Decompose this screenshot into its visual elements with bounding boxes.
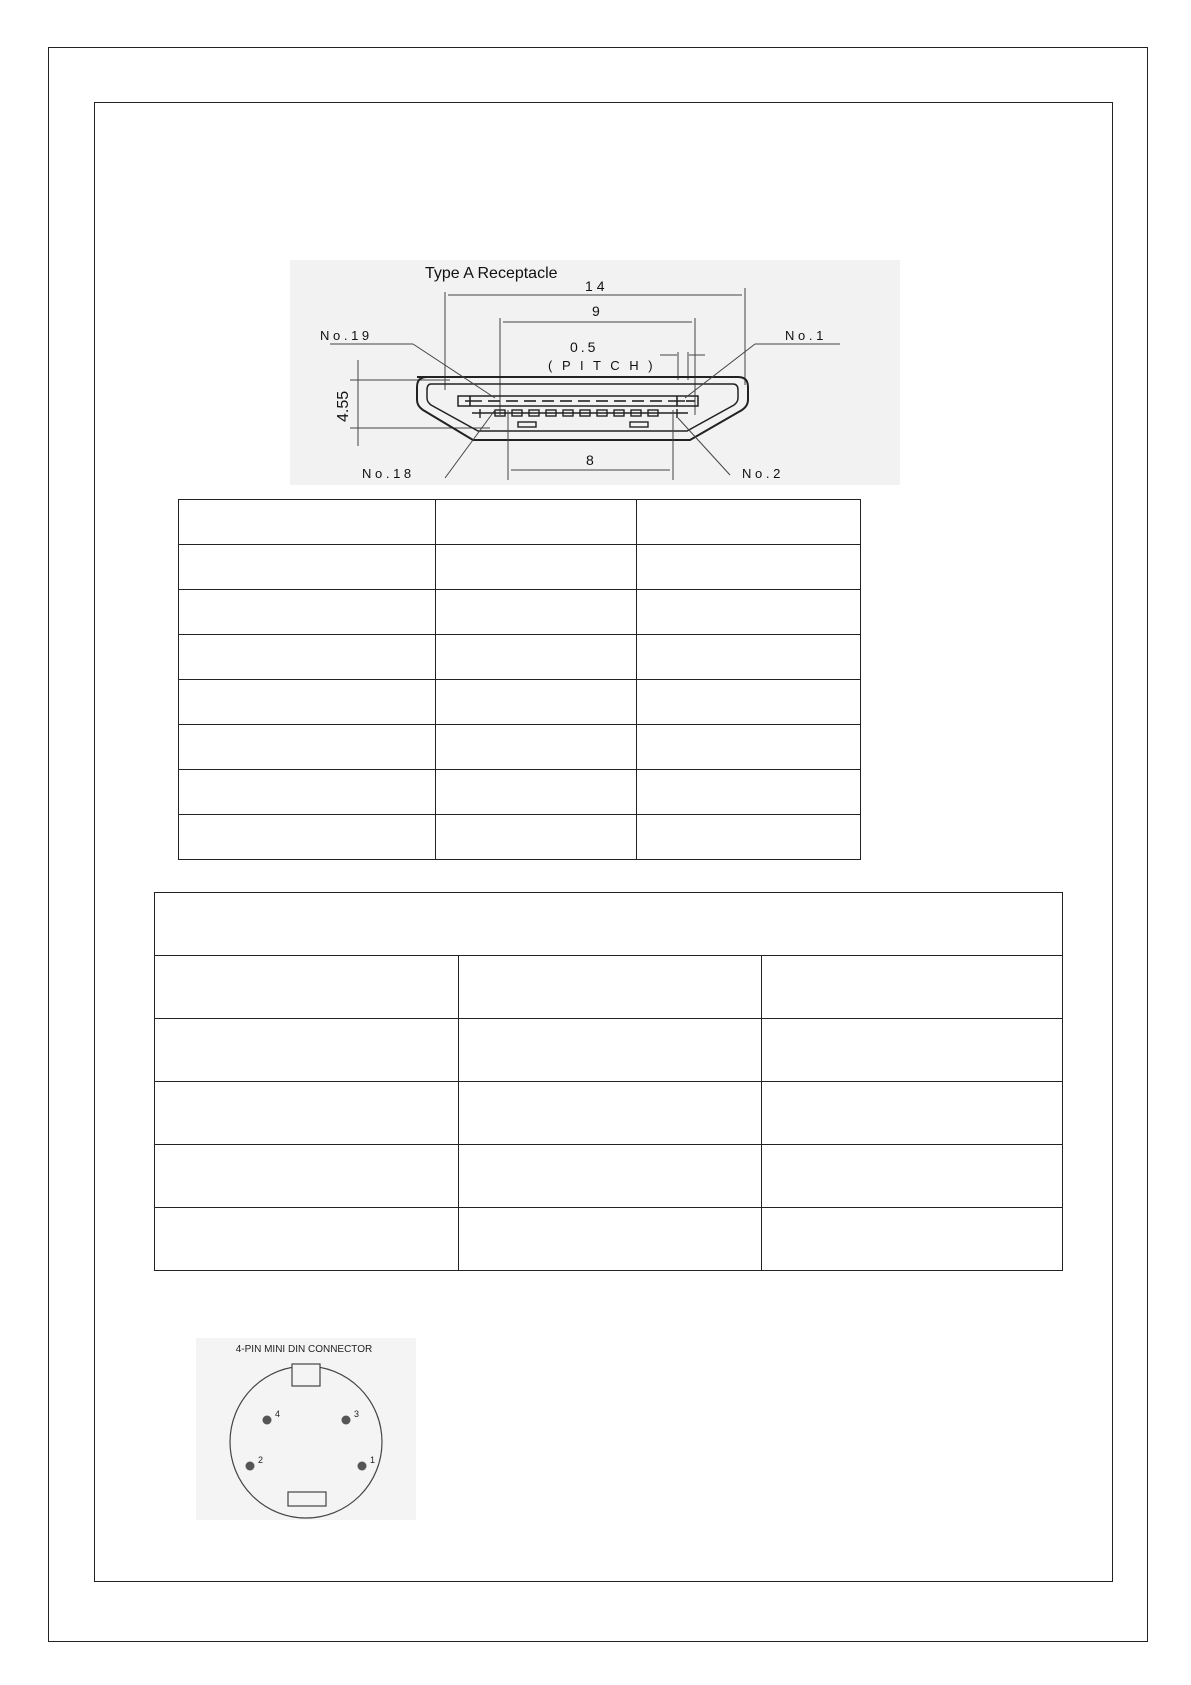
table-row (179, 590, 861, 635)
table-cell (637, 815, 861, 860)
pin-label-1: N o . 1 (785, 328, 824, 343)
table-cell (436, 815, 637, 860)
table-cell (179, 590, 436, 635)
table-cell (637, 770, 861, 815)
din-pin-label-1: 1 (370, 1455, 376, 1465)
pin-label-2: N o . 2 (742, 466, 781, 481)
dim-inner-9: 9 (592, 303, 600, 319)
table-cell (155, 1019, 459, 1082)
table-cell (459, 1019, 762, 1082)
table-row (179, 500, 861, 545)
table-cell (637, 590, 861, 635)
din-pin-label-2: 2 (258, 1455, 264, 1465)
table-row (155, 956, 1063, 1019)
table-cell (179, 770, 436, 815)
table-cell (155, 1145, 459, 1208)
table-cell (436, 500, 637, 545)
din-pin-label-4: 4 (275, 1409, 281, 1419)
table-cell (436, 725, 637, 770)
table-row (179, 815, 861, 860)
table-row (179, 770, 861, 815)
table-cell (637, 680, 861, 725)
table-cell (436, 770, 637, 815)
table-cell (459, 956, 762, 1019)
table-cell (637, 545, 861, 590)
table-cell (459, 1082, 762, 1145)
table-cell (436, 590, 637, 635)
pin-label-19: N o . 1 9 (320, 328, 370, 343)
table-cell (762, 1019, 1063, 1082)
table-cell (436, 545, 637, 590)
dim-width-14: 14 (585, 278, 609, 294)
din-figure-title: 4-PIN MINI DIN CONNECTOR (235, 1344, 373, 1355)
hdmi-receptacle-figure (290, 260, 900, 485)
table-cell (179, 815, 436, 860)
table-cell (155, 1082, 459, 1145)
hdmi-figure-title: Type A Receptacle (425, 265, 558, 282)
table-row (155, 1082, 1063, 1145)
table-cell (179, 500, 436, 545)
table-cell (179, 545, 436, 590)
dim-height-455: 4.55 (335, 390, 352, 422)
pin-label-18: N o . 1 8 (362, 466, 412, 481)
din-pin-4 (263, 1416, 272, 1425)
table-row (179, 725, 861, 770)
hdmi-pin-table (178, 499, 861, 860)
dim-bottom-8: 8 (586, 452, 594, 468)
table-cell (459, 1208, 762, 1271)
din-pin-2 (246, 1462, 255, 1471)
table-row (155, 1019, 1063, 1082)
table-cell (436, 635, 637, 680)
table-row (155, 1208, 1063, 1271)
dim-pitch-label: ( P I T C H ) (548, 358, 656, 373)
table-cell (155, 1208, 459, 1271)
svideo-pin-table (154, 892, 1063, 1271)
din-pin-1 (358, 1462, 367, 1471)
dim-pitch-value: 0.5 (570, 339, 599, 355)
table-title-cell (155, 893, 1063, 956)
table-cell (637, 725, 861, 770)
table-cell (459, 1145, 762, 1208)
mini-din-connector-figure (196, 1338, 416, 1520)
table-cell (436, 680, 637, 725)
table-row (179, 635, 861, 680)
table-cell (762, 956, 1063, 1019)
din-pin-3 (342, 1416, 351, 1425)
table-row (179, 680, 861, 725)
table-cell (179, 635, 436, 680)
table-cell (762, 1082, 1063, 1145)
table-title-row (155, 893, 1063, 956)
table-cell (179, 680, 436, 725)
table-row (179, 545, 861, 590)
table-cell (762, 1208, 1063, 1271)
table-cell (179, 725, 436, 770)
table-cell (762, 1145, 1063, 1208)
table-cell (637, 635, 861, 680)
table-cell (637, 500, 861, 545)
table-cell (155, 956, 459, 1019)
din-pin-label-3: 3 (354, 1409, 360, 1419)
table-row (155, 1145, 1063, 1208)
